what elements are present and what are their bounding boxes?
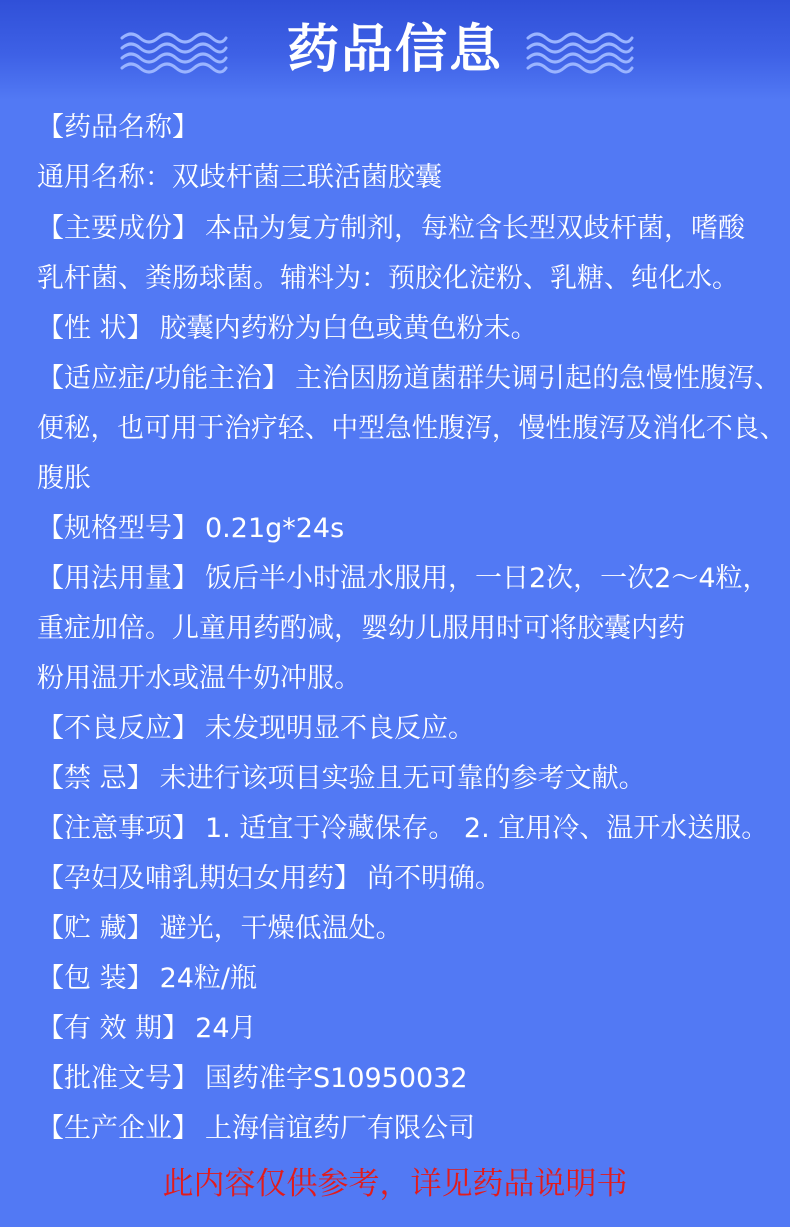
info-row [37, 661, 361, 697]
info-row [37, 1061, 468, 1097]
row-value: 未发现明显不良反应。 [205, 713, 475, 744]
row-label: 【注意事项】 [37, 813, 199, 844]
info-row [37, 160, 442, 196]
page-title: 药品信息 [286, 20, 503, 80]
row-value: 24月 [195, 1013, 257, 1044]
info-row [37, 711, 475, 747]
row-label: 【孕妇及哺乳期妇女用药】 [37, 863, 361, 894]
row-value: 0.21g*24s [205, 513, 345, 544]
info-row [37, 861, 502, 897]
row-label: 【规格型号】 [37, 513, 199, 544]
row-label: 【用法用量】 [37, 563, 199, 594]
header-banner [0, 0, 790, 100]
info-row [37, 511, 344, 547]
row-label: 【适应症/功能主治】 [37, 363, 290, 394]
info-row [37, 461, 91, 497]
info-row [37, 1011, 257, 1047]
info-row [37, 1111, 475, 1147]
row-value: 本品为复方制剂，每粒含长型双歧杆菌，嗜酸 [205, 213, 745, 244]
row-value: 避光，干燥低温处。 [159, 913, 403, 944]
row-value: 1. 适宜于冷藏保存。 2. 宜用冷、温开水送服。 [205, 813, 769, 844]
info-row [37, 811, 768, 847]
row-value: 通用名称：双歧杆菌三联活菌胶囊 [37, 162, 442, 193]
info-row [37, 761, 646, 797]
row-value: 尚不明确。 [367, 863, 502, 894]
wave-decoration-right-icon [524, 30, 636, 74]
info-row [37, 361, 781, 397]
row-value: 主治因肠道菌群失调引起的急慢性腹泻、 [295, 363, 782, 394]
row-label: 【药品名称】 [37, 112, 199, 143]
row-label: 【批准文号】 [37, 1063, 199, 1094]
row-value: 腹胀 [37, 463, 91, 494]
row-value: 未进行该项目实验且无可靠的参考文献。 [159, 763, 646, 794]
disclaimer-note: 此内容仅供参考，详见药品说明书 [162, 1166, 628, 1202]
row-label: 【贮 藏】 [37, 913, 154, 944]
row-label: 【有 效 期】 [37, 1013, 190, 1044]
info-row [37, 261, 739, 297]
row-value: 24粒/瓶 [159, 963, 258, 994]
row-value: 胶囊内药粉为白色或黄色粉末。 [159, 313, 538, 344]
info-row [37, 961, 257, 997]
row-value: 上海信谊药厂有限公司 [205, 1113, 475, 1144]
row-value: 乳杆菌、粪肠球菌。辅料为：预胶化淀粉、乳糖、纯化水。 [37, 263, 739, 294]
info-row [37, 561, 770, 597]
row-value: 粉用温开水或温牛奶冲服。 [37, 663, 361, 694]
row-label: 【主要成份】 [37, 213, 199, 244]
row-label: 【生产企业】 [37, 1113, 199, 1144]
row-value: 便秘，也可用于治疗轻、中型急性腹泻，慢性腹泻及消化不良、 [37, 413, 787, 444]
info-row [37, 411, 786, 447]
row-value: 重症加倍。儿童用药酌减，婴幼儿服用时可将胶囊内药 [37, 613, 685, 644]
row-label: 【禁 忌】 [37, 763, 154, 794]
info-row [37, 211, 745, 247]
row-label: 【包 装】 [37, 963, 154, 994]
info-row [37, 110, 199, 146]
row-label: 【不良反应】 [37, 713, 199, 744]
row-value: 国药准字S10950032 [205, 1063, 468, 1094]
row-label: 【性 状】 [37, 313, 154, 344]
row-value: 饭后半小时温水服用，一日2次，一次2～4粒， [205, 563, 770, 594]
info-row [37, 311, 538, 347]
info-row [37, 611, 685, 647]
info-row [37, 911, 403, 947]
